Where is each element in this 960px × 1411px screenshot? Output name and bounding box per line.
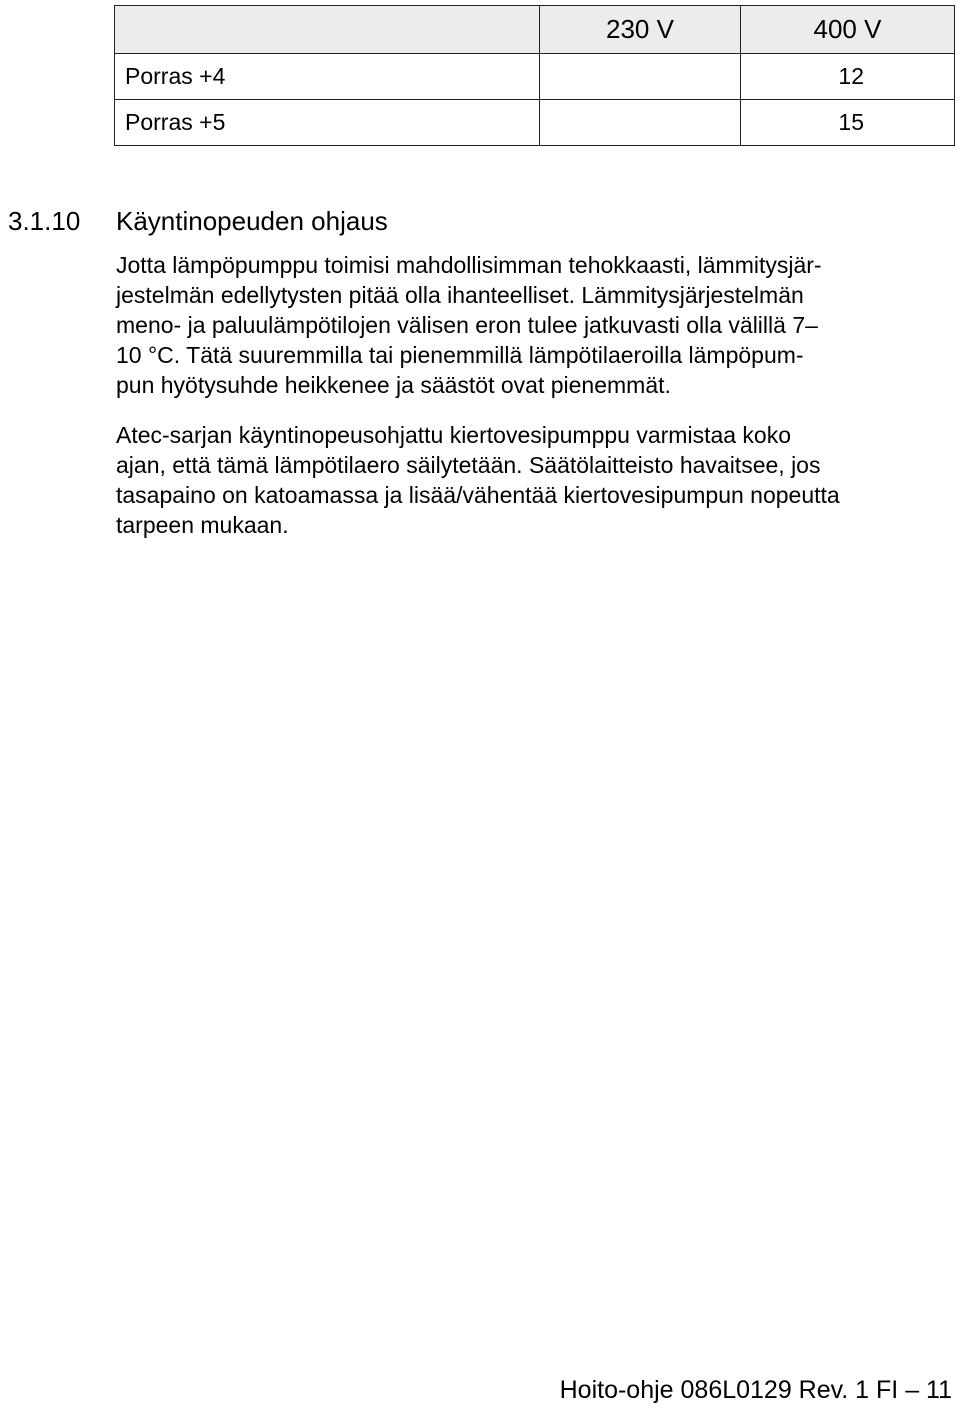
table-cell-400v: 15 [741,100,955,146]
table-row-label: Porras +4 [115,54,540,100]
section-number: 3.1.10 [8,206,81,236]
text-line: Atec-sarjan käyntinopeusohjattu kiertovesipumppu varmistaa koko [116,422,792,448]
table-row [115,54,955,100]
table-cell-230v [540,54,741,100]
text-line: 10 °C. Tätä suuremmilla tai pienemmillä lämpötilaeroilla lämpöpum- [116,342,804,368]
table-header-row [115,6,955,54]
table-cell-230v [540,100,741,146]
section-title: Käyntinopeuden ohjaus [116,206,388,236]
text-line: tarpeen mukaan. [116,512,289,538]
text-line: jestelmän edellytysten pitää olla ihanteelliset. Lämmitysjärjestelmän [116,282,804,308]
paragraph-pump [116,420,956,540]
text-line: tasapaino on katoamassa ja lisää/vähentää kiertovesipumpun nopeutta [116,482,840,508]
table-header-cell: 400 V [741,6,955,54]
text-line: ajan, että tämä lämpötilaero säilytetään. Säätölaitteisto havaitsee, jos [116,452,821,478]
text-line: pun hyötysuhde heikkenee ja säästöt ovat pienemmät. [116,372,671,398]
voltage-step-table [114,5,955,146]
text-line: meno- ja paluulämpötilojen välisen eron tulee jatkuvasti olla välillä 7– [116,312,818,338]
table-row-label: Porras +5 [115,100,540,146]
text-line: Jotta lämpöpumppu toimisi mahdollisimman tehokkaasti, lämmitysjär- [116,252,822,278]
paragraph-speed-control [116,250,956,400]
table-row [115,100,955,146]
page-footer: Hoito-ohje 086L0129 Rev. 1 FI – 11 [559,1376,952,1404]
table-header-cell: 230 V [540,6,741,54]
section-heading [8,206,388,237]
table-cell-400v: 12 [741,54,955,100]
table-header-cell [115,6,540,54]
